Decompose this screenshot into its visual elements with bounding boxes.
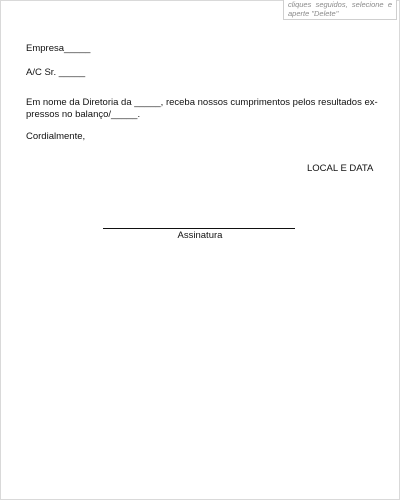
paragraph-line-2: pressos no balanço/_____. <box>26 109 141 120</box>
paragraph-line-1: Em nome da Diretoria da _____, receba nossos cumprimentos pelos resultados ex- <box>26 97 378 108</box>
company-line: Empresa_____ <box>26 43 91 54</box>
attention-line: A/C Sr. _____ <box>26 67 86 78</box>
signature-label: Assinatura <box>177 230 223 241</box>
closing-line: Cordialmente, <box>26 131 86 142</box>
place-date-line: LOCAL E DATA <box>307 163 374 174</box>
letter-body-paragraph <box>26 97 378 121</box>
signature-line <box>103 228 295 229</box>
instruction-note: cliques seguidos, selecione e aperte "Delete" <box>283 0 397 20</box>
